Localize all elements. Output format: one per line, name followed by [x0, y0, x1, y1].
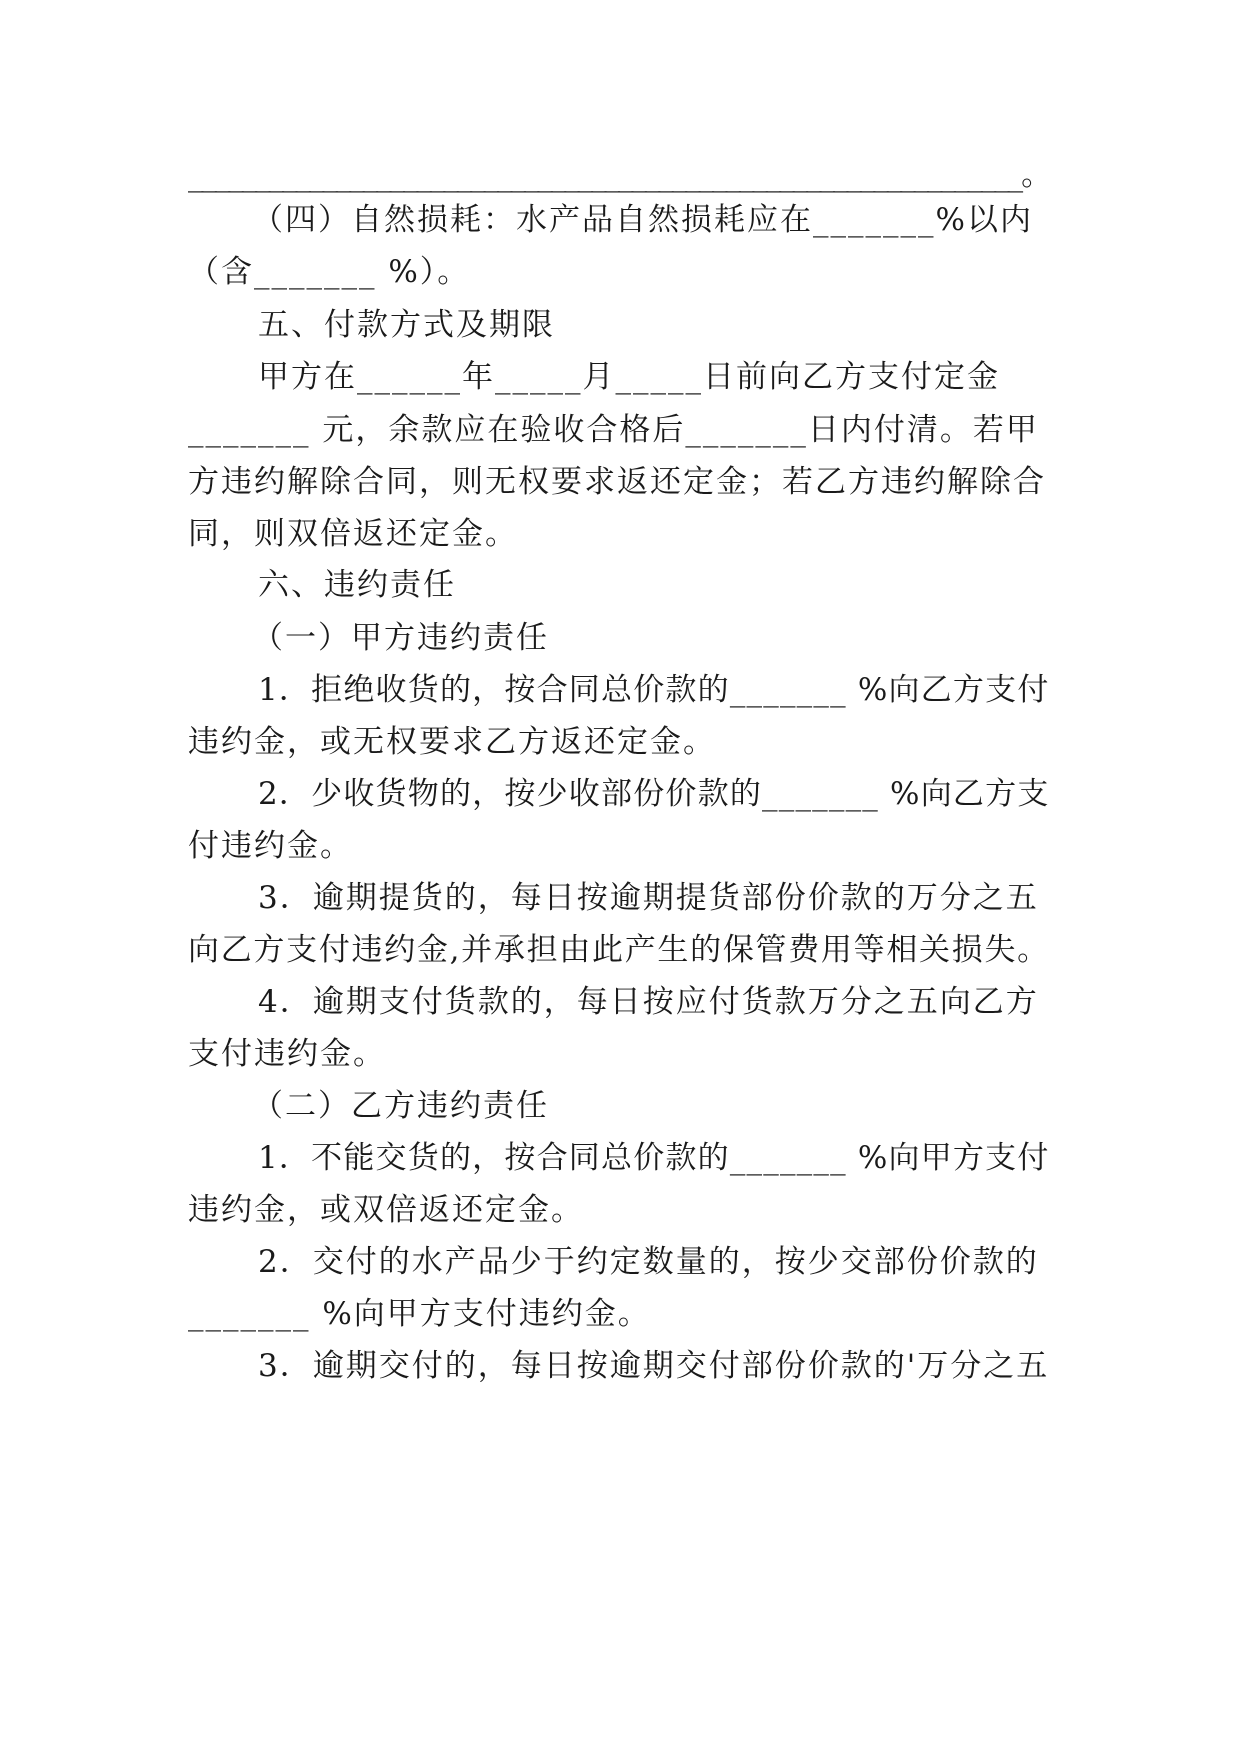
subsection-heading-party-a: （一）甲方违约责任 [252, 620, 549, 656]
party-b-item-1: 1．不能交货的，按合同总价款的_______ %向甲方支付 [258, 1140, 1050, 1176]
subsection-heading-party-b: （二）乙方违约责任 [252, 1088, 549, 1124]
clause-natural-loss: （四）自然损耗：水产品自然损耗应在_______%以内 [252, 202, 1033, 238]
payment-paragraph-line: 方违约解除合同，则无权要求返还定金；若乙方违约解除合 [188, 464, 1046, 500]
party-a-item-1-cont: 违约金，或无权要求乙方返还定金。 [188, 724, 716, 760]
payment-paragraph-line: 甲方在______年_____月_____日前向乙方支付定金 [258, 359, 1000, 395]
party-b-item-1-cont: 违约金，或双倍返还定金。 [188, 1192, 584, 1228]
blank-line-end: ______________________________________________________________。 [188, 157, 1050, 193]
payment-paragraph-line: _______ 元，余款应在验收合格后_______日内付清。若甲 [188, 412, 1039, 448]
section-heading-liability: 六、违约责任 [258, 567, 456, 603]
party-a-item-4: 4．逾期支付货款的，每日按应付货款万分之五向乙方 [258, 984, 1039, 1020]
section-heading-payment: 五、付款方式及期限 [258, 307, 555, 343]
payment-paragraph-line: 同，则双倍返还定金。 [188, 516, 518, 552]
party-b-item-2: 2．交付的水产品少于约定数量的，按少交部份价款的 [258, 1244, 1039, 1280]
party-b-item-3: 3．逾期交付的，每日按逾期交付部份价款的'万分之五 [258, 1348, 1050, 1384]
party-a-item-2: 2．少收货物的，按少收部份价款的_______ %向乙方支 [258, 776, 1050, 812]
party-b-item-2-cont: _______ %向甲方支付违约金。 [188, 1296, 651, 1332]
clause-natural-loss-cont: （含_______ %）。 [188, 254, 471, 290]
party-a-item-3: 3．逾期提货的，每日按逾期提货部份价款的万分之五 [258, 880, 1039, 916]
party-a-item-2-cont: 付违约金。 [188, 828, 353, 864]
party-a-item-4-cont: 支付违约金。 [188, 1036, 386, 1072]
party-a-item-1: 1．拒绝收货的，按合同总价款的_______ %向乙方支付 [258, 672, 1050, 708]
party-a-item-3-cont: 向乙方支付违约金,并承担由此产生的保管费用等相关损失。 [188, 932, 1050, 968]
